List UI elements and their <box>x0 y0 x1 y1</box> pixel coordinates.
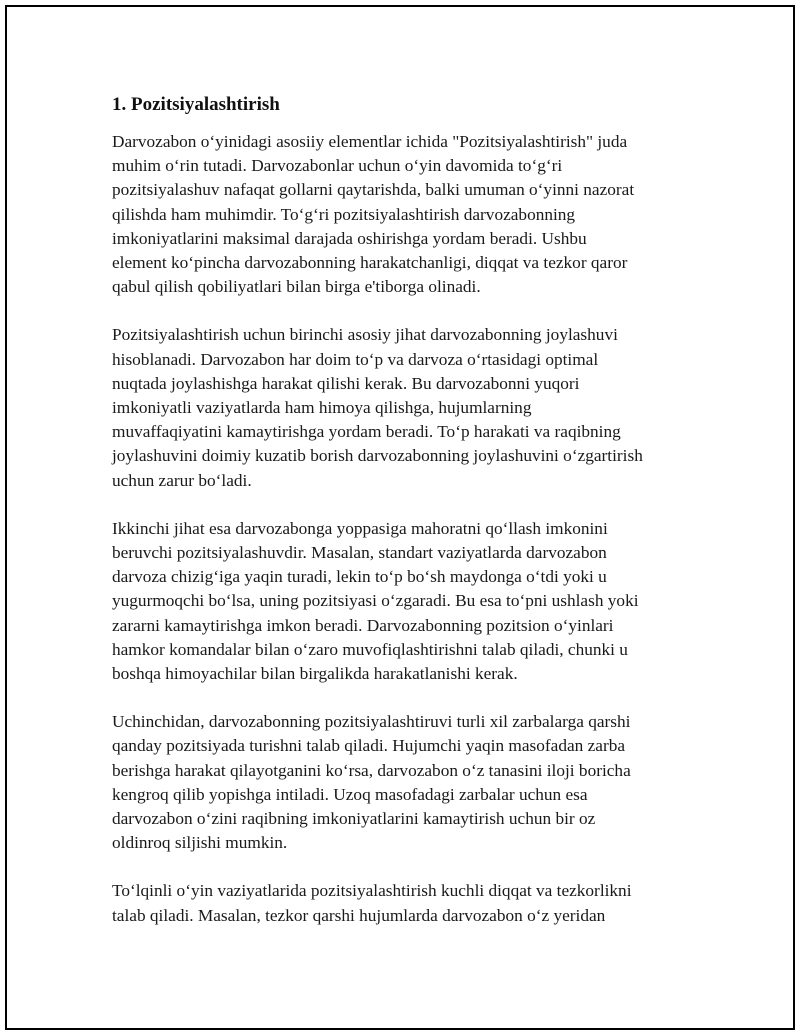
paragraph-2: Pozitsiyalashtirish uchun birinchi asosiy jihat darvozabonning joylashuvi hisoblanadi. Darvozabon har doim to‘p va darvoza o‘rtasidagi optimal nuqtada joylashishga harakat qilishi kerak. Bu darvozabonni yuqori imkoniyatli vaziyatlarda ham himoya qilishga, hujumlarning muvaffaqiyatini kamaytirishga yordam beradi. To‘p harakati va raqibning joylashuvini doimiy kuzatib borish darvozabonning joylashuvini o‘zgartirish uchun zarur bo‘ladi. <box>112 325 643 490</box>
paragraph-3: Ikkinchi jihat esa darvozabonga yoppasiga mahoratni qo‘llash imkonini beruvchi pozitsiyalashuvdir. Masalan, standart vaziyatlarda darvozabon darvoza chizig‘iga yaqin turadi, lekin to‘p bo‘sh maydonga o‘tdi yoki u yugurmoqchi bo‘lsa, uning pozitsiyasi o‘zgaradi. Bu esa to‘pni ushlash yoki zararni kamaytirishga imkon beradi. Darvozabonning pozitsion o‘yinlari hamkor komandalar bilan o‘zaro muvofiqlashtirishni talab qiladi, chunki u boshqa himoyachilar bilan birgalikda harakatlanishi kerak. <box>112 518 639 684</box>
section-heading: 1. Pozitsiyalashtirish <box>112 94 280 115</box>
document-body <box>112 92 692 952</box>
paragraph-1: Darvozabon o‘yinidagi asosiiy elementlar ichida "Pozitsiyalashtirish" juda muhim o‘rin tutadi. Darvozabonlar uchun o‘yin davomida to‘g‘ri pozitsiyalashuv nafaqat gollarni qaytarishda, balki umuman o‘yinni nazorat qilishda ham muhimdir. To‘g‘ri pozitsiyalashtirish darvozabonning imkoniyatlarini maksimal darajada oshirishga yordam beradi. Ushbu element ko‘pincha darvozabonning harakatchanligi, diqqat va tezkor qaror qabul qilish qobiliyatlari bilan birga e'tiborga olinadi. <box>112 132 635 297</box>
paragraph-5: To‘lqinli o‘yin vaziyatlarida pozitsiyalashtirish kuchli diqqat va tezkorlikni talab qiladi. Masalan, tezkor qarshi hujumlarda darvozabon o‘z yeridan <box>112 881 632 925</box>
paragraph-4: Uchinchidan, darvozabonning pozitsiyalashtiruvi turli xil zarbalarga qarshi qanday pozitsiyada turishni talab qiladi. Hujumchi yaqin masofadan zarba berishga harakat qilayotganini ko‘rsa, darvozabon o‘z tanasini iloji boricha kengroq qilib yopishga intiladi. Uzoq masofadagi zarbalar uchun esa darvozabon o‘zini raqibning imkoniyatlarini kamaytirish uchun bir oz oldinroq siljishi mumkin. <box>112 712 631 853</box>
